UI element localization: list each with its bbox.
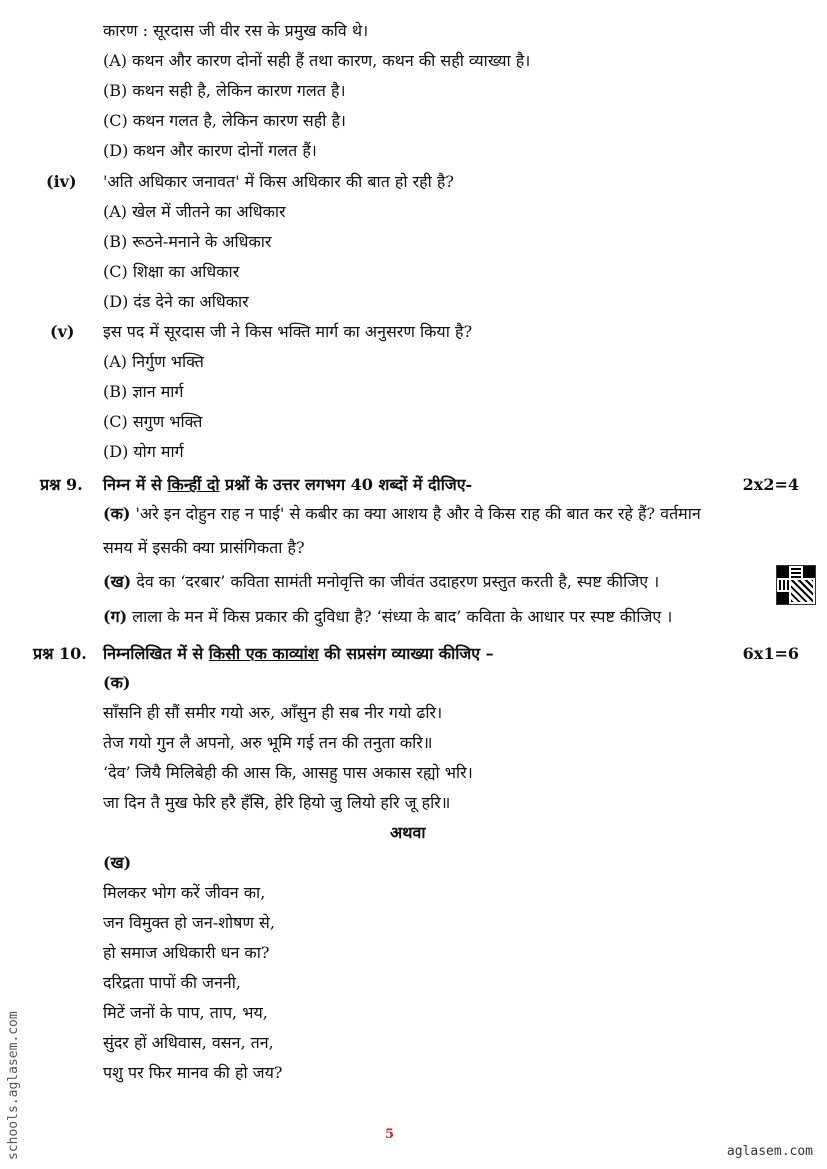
question-9b: (ख) देव का ‘दरबार’ कविता सामंती मनोवृत्ति का जीवंत उदाहरण प्रस्तुत करती है, स्पष्ट कीजिए । <box>103 572 660 591</box>
poem-a-line: साँसनि ही सौं समीर गयो अरु, आँसुन ही सब नीर गयो ढरि। <box>103 703 443 722</box>
poem-b-line: पशु पर फिर मानव की हो जय? <box>103 1063 283 1082</box>
poem-b-line: सुंदर हों अधिवास, वसन, तन, <box>103 1033 274 1052</box>
option-d: (D) दंड देने का अधिकार <box>103 292 249 311</box>
poem-b-line: हो समाज अधिकारी धन का? <box>103 943 270 962</box>
poem-b-line: मिलकर भोग करें जीवन का, <box>103 883 266 902</box>
question-number-v: (v) <box>50 322 75 341</box>
question-number-9: प्रश्न 9. <box>40 475 83 494</box>
question-9-marks: 2x2=4 <box>742 475 799 494</box>
option-b: (B) रूठने-मनाने के अधिकार <box>103 232 272 251</box>
part-a-label: (क) <box>103 673 131 692</box>
option-b: (B) ज्ञान मार्ग <box>103 382 184 401</box>
option-a: (A) कथन और कारण दोनों सही हैं तथा कारण, कथन की सही व्याख्या है। <box>103 51 531 70</box>
page-number: 5 <box>385 1127 395 1142</box>
or-divider: अथवा <box>390 823 426 842</box>
option-a: (A) खेल में जीतने का अधिकार <box>103 202 286 221</box>
question-iv-text: 'अति अधिकार जनावत' में किस अधिकार की बात हो रही है? <box>103 172 454 191</box>
option-c: (C) सगुण भक्ति <box>103 412 203 431</box>
option-c: (C) कथन गलत है, लेकिन कारण सही है। <box>103 111 346 130</box>
question-number-iv: (iv) <box>46 172 77 191</box>
question-9c: (ग) लाला के मन में किस प्रकार की दुविधा है? ‘संध्या के बाद’ कविता के आधार पर स्पष्ट कीजिए । <box>103 607 673 626</box>
question-number-10: प्रश्न 10. <box>33 644 87 663</box>
question-9-instruction: निम्न में से किन्हीं दो प्रश्नों के उत्तर लगभग 40 शब्दों में दीजिए- <box>103 475 473 494</box>
question-9a: (क) 'अरे इन दोहुन राह न पाई' से कबीर का क्या आशय है और वे किस राह की बात कर रहे हैं? वर्तमान <box>103 504 701 523</box>
reason-line: कारण : सूरदास जी वीर रस के प्रमुख कवि थे। <box>103 21 369 40</box>
poem-b-line: मिटें जनों के पाप, ताप, भय, <box>103 1003 268 1022</box>
option-b: (B) कथन सही है, लेकिन कारण गलत है। <box>103 81 346 100</box>
side-watermark: schools.aglasem.com <box>6 1011 21 1160</box>
option-d: (D) योग मार्ग <box>103 442 184 461</box>
poem-a-line: तेज गयो गुन लै अपनो, अरु भूमि गई तन की तनुता करि॥ <box>103 733 433 752</box>
part-b-label: (ख) <box>103 853 132 872</box>
question-9a-cont: समय में इसकी क्या प्रासंगिकता है? <box>103 538 305 557</box>
question-10-instruction: निम्नलिखित में से किसी एक काव्यांश की सप्रसंग व्याख्या कीजिए – <box>103 644 494 663</box>
question-10-marks: 6x1=6 <box>742 644 799 663</box>
option-c: (C) शिक्षा का अधिकार <box>103 262 240 281</box>
option-a: (A) निर्गुण भक्ति <box>103 352 204 371</box>
poem-b-line: जन विमुक्त हो जन-शोषण से, <box>103 913 275 932</box>
footer-site: aglasem.com <box>726 1144 813 1159</box>
poem-a-line: ‘देव’ जियै मिलिबेही की आस कि, आसहु पास अकास रह्यो भरि। <box>103 763 473 782</box>
poem-a-line: जा दिन तै मुख फेरि हरै हँसि, हेरि हियो जु लियो हरि जू हरि॥ <box>103 793 451 812</box>
qr-code-icon <box>776 565 816 605</box>
poem-b-line: दरिद्रता पापों की जननी, <box>103 973 241 992</box>
question-v-text: इस पद में सूरदास जी ने किस भक्ति मार्ग का अनुसरण किया है? <box>103 322 473 341</box>
option-d: (D) कथन और कारण दोनों गलत हैं। <box>103 141 317 160</box>
